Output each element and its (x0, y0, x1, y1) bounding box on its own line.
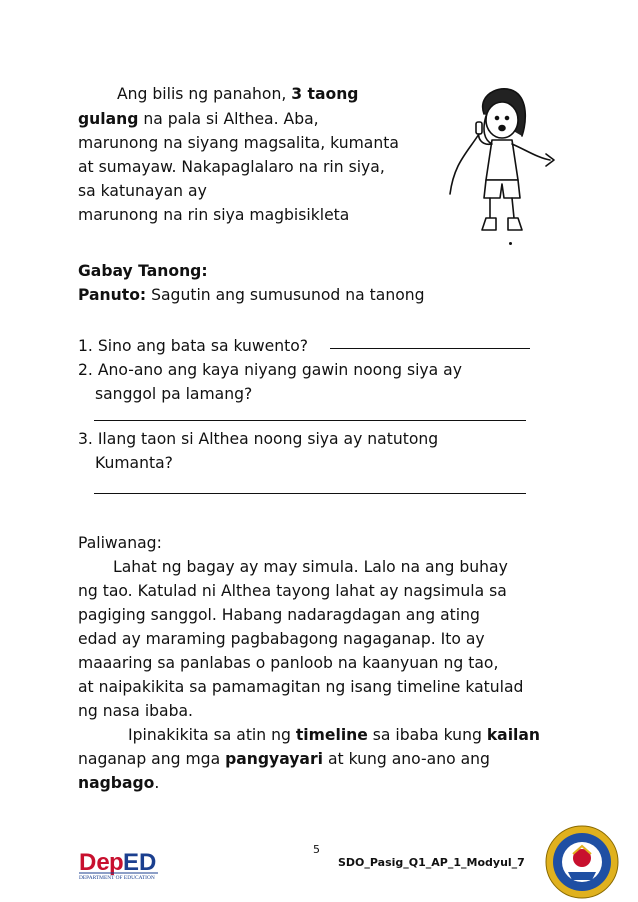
story-line-3: marunong na siyang magsalita, kumanta (78, 134, 399, 152)
deped-logo (78, 848, 198, 880)
p2-text: naganap ang mga (78, 750, 226, 768)
explanation-title: Paliwanag: (78, 534, 162, 552)
p2-text: Ipinakikita sa atin ng (128, 726, 296, 744)
svg-text:De: De (79, 849, 110, 876)
guide-title: Gabay Tanong: (78, 262, 208, 280)
story-line-2 (78, 107, 319, 131)
svg-text:p: p (109, 849, 124, 876)
instruction-label: Panuto: (78, 286, 147, 304)
story-line-5: sa katunayan ay (78, 182, 207, 200)
p2-text: . (154, 774, 160, 792)
answer-line-1[interactable] (330, 348, 530, 349)
story-line-1 (117, 82, 358, 106)
p2-bold-nagbago: nagbago (78, 774, 155, 792)
explanation-line-3: pagiging sanggol. Habang nadaragdagan ang ating (78, 606, 480, 624)
question-2-line-1: 2. Ano-ano ang kaya niyang gawin noong siya ay (78, 361, 462, 379)
explanation-line-6: at naipakikita sa pamamagitan ng isang timeline katulad (78, 678, 524, 696)
story-bold-age: 3 taong (291, 85, 359, 103)
question-1: 1. Sino ang bata sa kuwento? (78, 337, 309, 355)
story-line-4: at sumayaw. Nakapaglalaro na rin siya, (78, 158, 385, 176)
explanation-line-4: edad ay maraming pagbabagong nagaganap. Ito ay (78, 630, 485, 648)
p2-bold-kailan: kailan (486, 726, 541, 744)
stray-dot (509, 242, 512, 245)
question-3-line-1: 3. Ilang taon si Althea noong siya ay natutong (78, 430, 439, 448)
explanation-line-5: maaaring sa panlabas o panloob na kaanyuan ng tao, (78, 654, 499, 672)
story-text: na pala si Althea. Aba, (138, 110, 319, 128)
explanation-p2-line-3 (78, 771, 159, 795)
svg-text:ED: ED (123, 849, 157, 876)
p2-bold-timeline: timeline (295, 726, 368, 744)
explanation-line-2: ng tao. Katulad ni Althea tayong lahat ay nagsimula sa (78, 582, 507, 600)
sdo-pasig-seal (544, 824, 620, 900)
explanation-p2-line-1 (128, 723, 540, 747)
instruction-text: Sagutin ang sumusunod na tanong (146, 286, 425, 304)
p2-text: sa ibaba kung (367, 726, 487, 744)
story-line-6: marunong na rin siya magbisikleta (78, 206, 350, 224)
story-text: Ang bilis ng panahon, (117, 85, 292, 103)
module-code: SDO_Pasig_Q1_AP_1_Modyul_7 (338, 856, 525, 869)
answer-line-2[interactable] (94, 420, 526, 421)
explanation-line-1: Lahat ng bagay ay may simula. Lalo na ang buhay (113, 558, 508, 576)
p2-bold-pangyayari: pangyayari (225, 750, 323, 768)
girl-singing-illustration (446, 84, 556, 234)
page-number: 5 (313, 843, 320, 856)
explanation-p2-line-2 (78, 747, 490, 771)
question-2-line-2: sanggol pa lamang? (95, 385, 253, 403)
question-3-line-2: Kumanta? (95, 454, 173, 472)
story-bold-gulang: gulang (78, 110, 139, 128)
explanation-line-7: ng nasa ibaba. (78, 702, 194, 720)
p2-text: at kung ano-ano ang (322, 750, 490, 768)
guide-instruction (78, 283, 425, 307)
svg-text:DEPARTMENT OF EDUCATION: DEPARTMENT OF EDUCATION (79, 875, 155, 880)
answer-line-3[interactable] (94, 493, 526, 494)
